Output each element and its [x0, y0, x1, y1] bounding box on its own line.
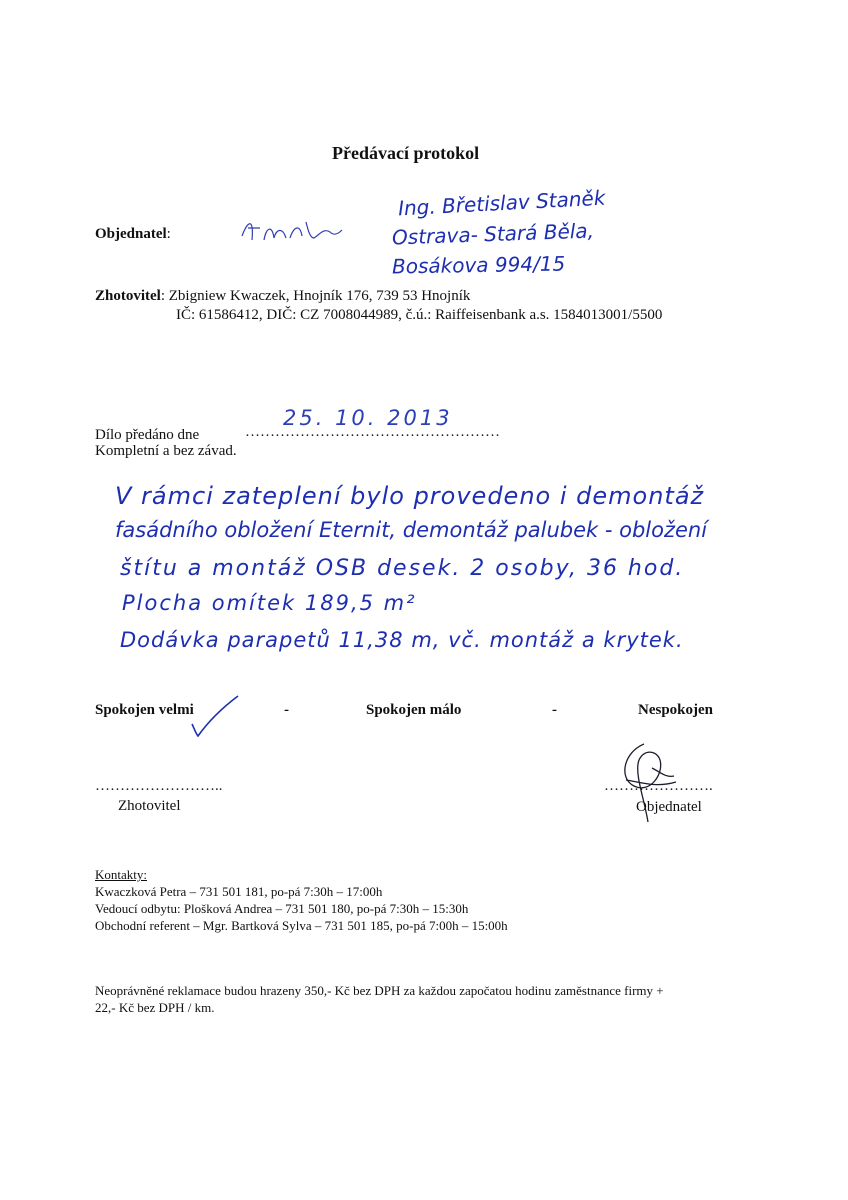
work-description-line: fasádního obložení Eternit, demontáž palubek - obložení: [115, 518, 708, 542]
client-label-colon: :: [166, 226, 171, 242]
contact-line: Obchodní referent – Mgr. Bartková Sylva – 731 501 185, po-pá 7:00h – 15:00h: [95, 918, 508, 933]
signature-label-client: Objednatel: [636, 799, 702, 815]
satisfaction-not: Nespokojen: [638, 702, 714, 718]
satisfaction-dash-2: -: [552, 702, 557, 718]
work-description-line: štítu a montáž OSB desek. 2 osoby, 36 hod.: [120, 556, 685, 581]
footer-note-line: 22,- Kč bez DPH / km.: [95, 1000, 215, 1015]
work-description-line: V rámci zateplení bylo provedeno i demontáž: [115, 482, 705, 510]
client-initials-scribble: [238, 210, 348, 250]
client-street-handwritten: Bosákova 994/15: [391, 251, 566, 279]
signature-dots-client: ………………….: [604, 778, 713, 794]
signature-dots-contractor: ……………………..: [95, 778, 223, 794]
complete-text: Kompletní a bez závad.: [95, 443, 237, 459]
contractor-ids: IČ: 61586412, DIČ: CZ 7008044989, č.ú.: Raiffeisenbank a.s. 1584013001/5500: [176, 307, 663, 323]
contact-line: Vedoucí odbytu: Plošková Andrea – 731 501 180, po-pá 7:30h – 15:30h: [95, 901, 469, 916]
contractor-address: : Zbigniew Kwaczek, Hnojník 176, 739 53 Hnojník: [160, 288, 471, 304]
footer-note-line: Neoprávněné reklamace budou hrazeny 350,- Kč bez DPH za každou započatou hodinu zaměstnance firmy +: [95, 983, 664, 998]
contacts-heading: Kontakty:: [95, 867, 147, 882]
satisfaction-dash-1: -: [284, 702, 289, 718]
handover-label: Dílo předáno dne: [95, 427, 200, 443]
signature-label-contractor: Zhotovitel: [118, 798, 181, 814]
satisfaction-little: Spokojen málo: [366, 702, 462, 718]
client-label: Objednatel: [95, 226, 167, 242]
client-label-row: [95, 226, 171, 243]
contact-line: Kwaczková Petra – 731 501 181, po-pá 7:30h – 17:00h: [95, 884, 383, 899]
contractor-label: Zhotovitel: [95, 288, 161, 304]
check-mark-icon: [186, 692, 246, 742]
client-city-handwritten: Ostrava- Stará Běla,: [391, 218, 595, 250]
contractor-row: [95, 288, 470, 305]
page-title: Předávací protokol: [332, 143, 480, 163]
work-description-line: Dodávka parapetů 11,38 m, vč. montáž a krytek.: [120, 628, 684, 652]
handover-date-handwritten: 25. 10. 2013: [283, 406, 453, 430]
satisfaction-very: Spokojen velmi: [95, 702, 194, 718]
work-description-line: Plocha omítek 189,5 m²: [122, 591, 417, 615]
handover-dots: ……………………………………………: [245, 424, 500, 440]
client-name-handwritten: Ing. Břetislav Staněk: [397, 185, 606, 221]
